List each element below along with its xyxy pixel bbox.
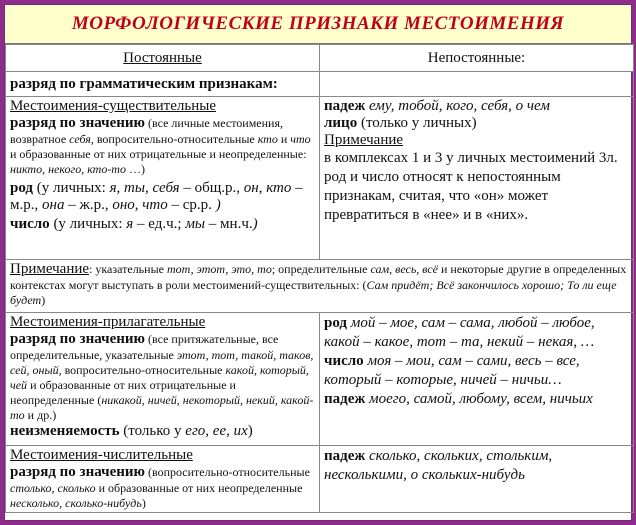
note-label: Примечание xyxy=(10,261,90,277)
nouns-note-label: Примечание xyxy=(324,132,404,148)
page-frame xyxy=(4,4,632,521)
adjectives-invariable: неизменяемость (только у его, ее, их) xyxy=(10,423,253,439)
nouns-row xyxy=(6,97,634,260)
adjectives-permanent-cell xyxy=(6,313,320,446)
nouns-case: падеж ему, тобой, кого, себя, о чем xyxy=(324,98,550,114)
numerals-variable-cell xyxy=(320,446,634,513)
page-title: МОРФОЛОГИЧЕСКИЕ ПРИЗНАКИ МЕСТОИМЕНИЯ xyxy=(5,5,631,44)
header-row xyxy=(6,45,634,72)
note-cell: Примечание: указательные тот, этот, это, то; определительные сам, весь, всё и некоторые другие в определенных контекстах могут выступать в роли местоимений-существительных: (Сам придёт; Всё закончилось хорошо; То ли еще будет) xyxy=(6,260,634,313)
adjectives-case: падеж моего, самой, любому, всем, ничьих xyxy=(324,391,593,407)
nouns-rank: разряд по значению (все личные местоимения, возвратное себя, вопросительно-относительные кто и что и образованные от них отрицательные и неопределенные: никто, некого, кто-то …) xyxy=(10,115,311,176)
adjectives-row xyxy=(6,313,634,446)
note-row xyxy=(6,260,634,313)
adjectives-rank: разряд по значению (все притяжательные, все определительные, указательные этот, тот, такой, таков, сей, оный, вопросительно-относительные какой, который, чей и образованные от них отрицательные и неопределенные (никакой, ничей, некоторый, некий, какой-то и др.) xyxy=(10,331,314,422)
adjectives-heading: Местоимения-прилагательные xyxy=(10,314,206,330)
grammar-empty-cell xyxy=(320,72,634,97)
numerals-heading: Местоимения-числительные xyxy=(10,447,193,463)
nouns-variable-cell xyxy=(320,97,634,260)
adjectives-number: число моя – мои, сам – сами, весь – все, который – которые, ничей – ничьи… xyxy=(324,353,580,388)
numerals-case: падеж сколько, скольких, стольким, несколькими, о скольких-нибудь xyxy=(324,448,553,483)
nouns-person: лицо (только у личных) xyxy=(324,115,477,131)
nouns-heading: Местоимения-существительные xyxy=(10,98,216,114)
header-variable: Непостоянные: xyxy=(320,45,634,72)
grammar-rank-cell: разряд по грамматическим признакам: xyxy=(6,72,320,97)
adjectives-gender: род мой – мое, сам – сама, любой – любое, какой – какое, тот – та, некий – некая, … xyxy=(324,315,595,350)
numerals-permanent-cell xyxy=(6,446,320,513)
nouns-permanent-cell xyxy=(6,97,320,260)
nouns-gender: род (у личных: я, ты, себя – общ.р., он, кто – м.р., она – ж.р., оно, что – ср.р. ) xyxy=(10,180,303,213)
features-table xyxy=(5,44,634,513)
numerals-row xyxy=(6,446,634,513)
nouns-note-text: в комплексах 1 и 3 у личных местоимений 3л. род и число относят к непостоянным признакам, считая, что «он» может превратиться в «нее» и в «них». xyxy=(324,150,618,223)
header-permanent: Постоянные xyxy=(6,45,320,72)
numerals-rank: разряд по значению (вопросительно-относительные столько, сколько и образованные от них неопределенные несколько, сколько-нибудь) xyxy=(10,464,310,510)
grammar-row xyxy=(6,72,634,97)
nouns-number: число (у личных: я – ед.ч.; мы – мн.ч.) xyxy=(10,216,258,232)
adjectives-variable-cell xyxy=(320,313,634,446)
